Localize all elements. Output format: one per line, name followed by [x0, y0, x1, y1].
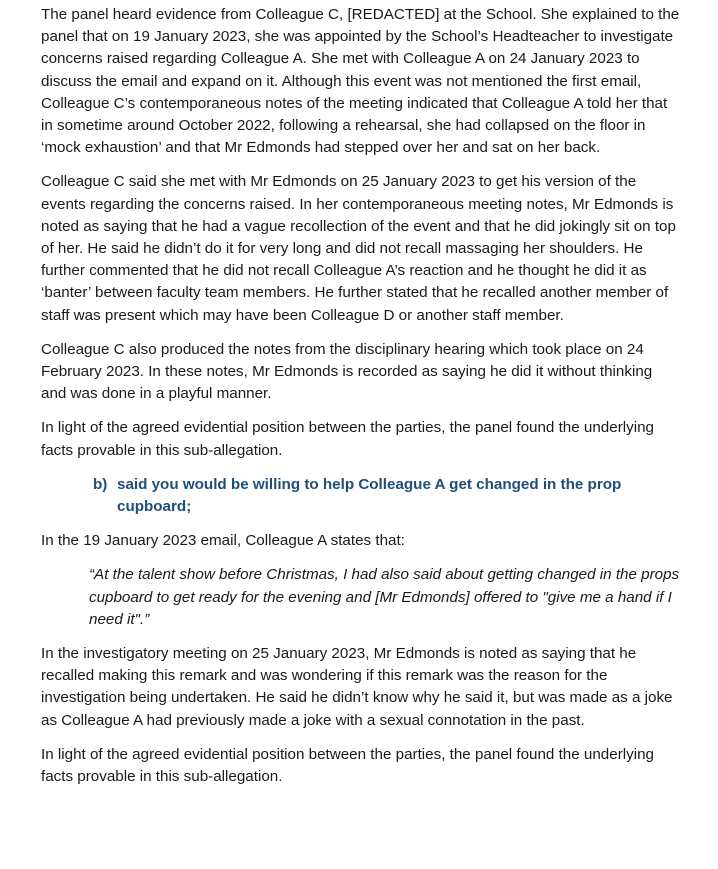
paragraph-email-intro: In the 19 January 2023 email, Colleague A states that: — [41, 532, 405, 550]
allegation-text: said you would be willing to help Colleague A get changed in the prop cupboard; — [117, 475, 622, 516]
paragraph-colleague-c-evidence: The panel heard evidence from Colleague C, [REDACTED] at the School. She explained to the panel that on 19 January 2023, she was appointed by the School’s Headteacher to investigate concerns raised regarding Colleague A. She met with Colleague A on 24 January 2023 to discuss the email and expand on it. Although this event was not mentioned the first email, Colleague C’s contemporaneous notes of the meeting indicated that Colleague A told her that in sometime around October 2022, following a rehearsal, she had collapsed on the floor in ‘mock exhaustion’ and that Mr Edmonds had stepped over her and sat on her back. — [41, 6, 680, 157]
paragraph-edmonds-version: Colleague C said she met with Mr Edmonds on 25 January 2023 to get his version of the events regarding the concerns raised. In her contemporaneous meeting notes, Mr Edmonds is noted as saying that he had a vague recollection of the event and that he did jokingly sit on top of her. He said he didn’t do it for very long and did not recall massaging her shoulders. He further commented that he did not recall Colleague A’s reaction and he thought he did it as ‘banter’ between faculty team members. He further stated that he recalled another member of staff was present which may have been Colleague D or another staff member. — [41, 173, 676, 324]
paragraph-investigatory-meeting: In the investigatory meeting on 25 January 2023, Mr Edmonds is noted as saying that he recalled making this remark and was wondering if this remark was the reason for the investigation being undertaken. He said he didn’t know why he said it, but was made as a joke as Colleague A had previously made a joke with a sexual connotation in the past. — [41, 645, 673, 729]
paragraph-finding-a: In light of the agreed evidential position between the parties, the panel found the underlying facts provable in this sub-allegation. — [41, 419, 654, 459]
paragraph-disciplinary-notes: Colleague C also produced the notes from the disciplinary hearing which took place on 24 February 2023. In these notes, Mr Edmonds is recorded as saying he did it without thinking and was done in a playful manner. — [41, 340, 653, 403]
allegation-heading — [93, 474, 681, 518]
allegation-marker: b) — [93, 475, 108, 493]
paragraph-finding-b: In light of the agreed evidential position between the parties, the panel found the underlying facts provable in this sub-allegation. — [41, 745, 654, 786]
email-quote: “At the talent show before Christmas, I had also said about getting changed in the props cupboard to get ready for the evening and [Mr Edmonds] offered to "give me a hand if I need it".” — [89, 566, 680, 628]
document-page — [41, 4, 681, 800]
